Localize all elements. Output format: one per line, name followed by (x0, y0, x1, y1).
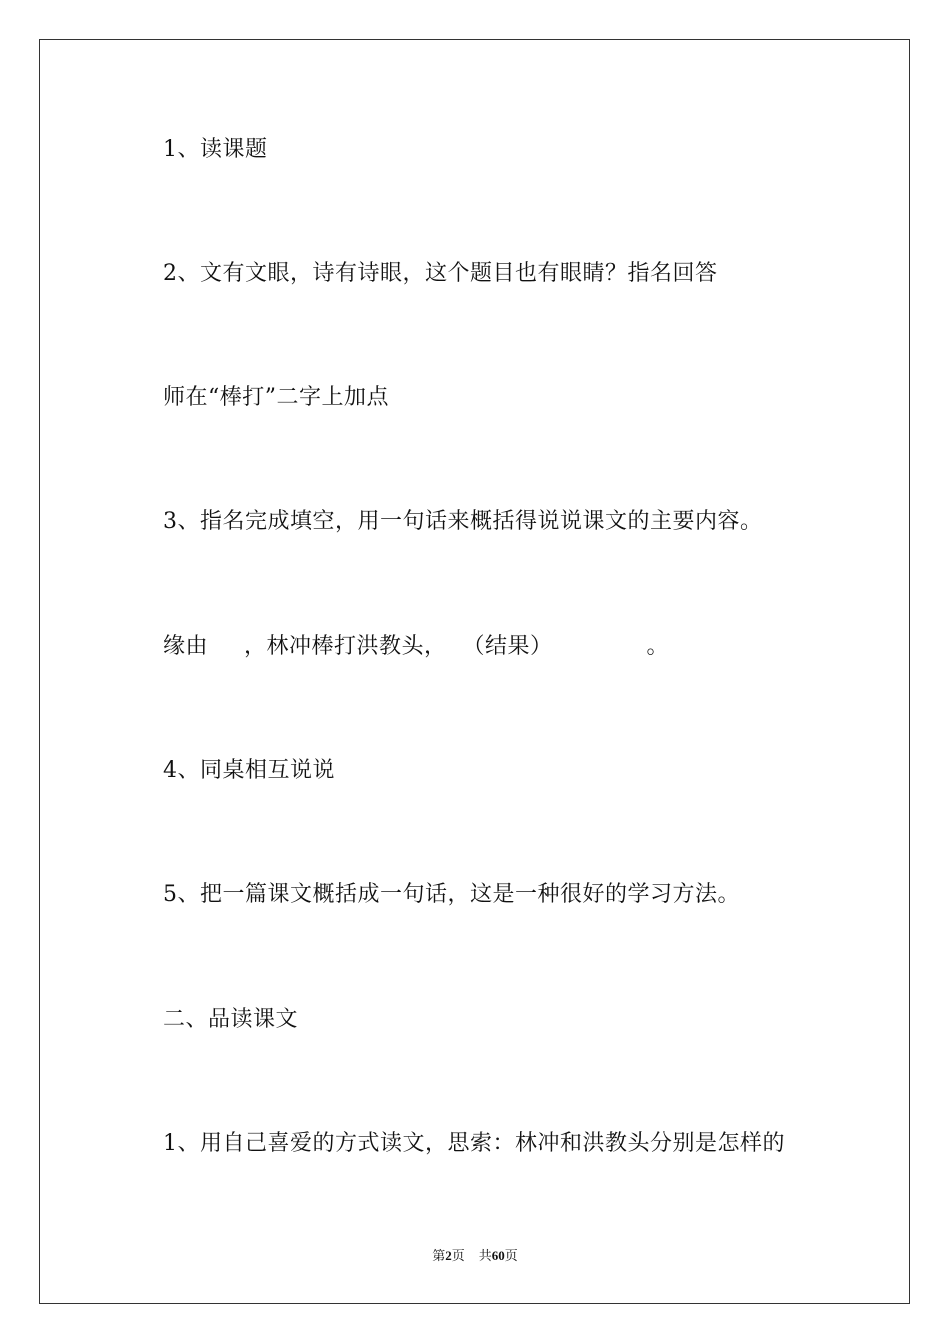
total-pages: 60 (491, 1248, 505, 1263)
text-line: 3、指名完成填空，用一句话来概括得说说课文的主要内容。 (163, 509, 763, 534)
fill-in-blank-line (163, 634, 669, 660)
text-line: 5、把一篇课文概括成一句话，这是一种很好的学习方法。 (163, 882, 740, 907)
section-heading: 二、品读课文 (163, 1007, 299, 1032)
page-prefix: 第 (432, 1249, 446, 1264)
page-frame (39, 39, 910, 1304)
text-line: 1、读课题 (163, 137, 268, 162)
fill-in-result: （结果） (462, 634, 553, 659)
text-line: 2、文有文眼，诗有诗眼，这个题目也有眼睛？指名回答 (163, 261, 718, 286)
fill-in-cause: 缘由 (163, 634, 209, 659)
fill-in-end: 。 (646, 634, 670, 659)
text-line: 师在“棒打”二字上加点 (163, 385, 389, 410)
text-line: 1、用自己喜爱的方式读文，思索：林冲和洪教头分别是怎样的 (163, 1131, 785, 1156)
fill-in-middle: ，林冲棒打洪教头， (244, 634, 447, 659)
text-line: 4、同桌相互说说 (163, 758, 335, 783)
page-suffix: 页 (451, 1249, 465, 1264)
page-footer (0, 1248, 950, 1265)
total-prefix: 共 (478, 1249, 492, 1264)
total-suffix: 页 (504, 1249, 518, 1264)
page-number: 2 (445, 1248, 452, 1263)
